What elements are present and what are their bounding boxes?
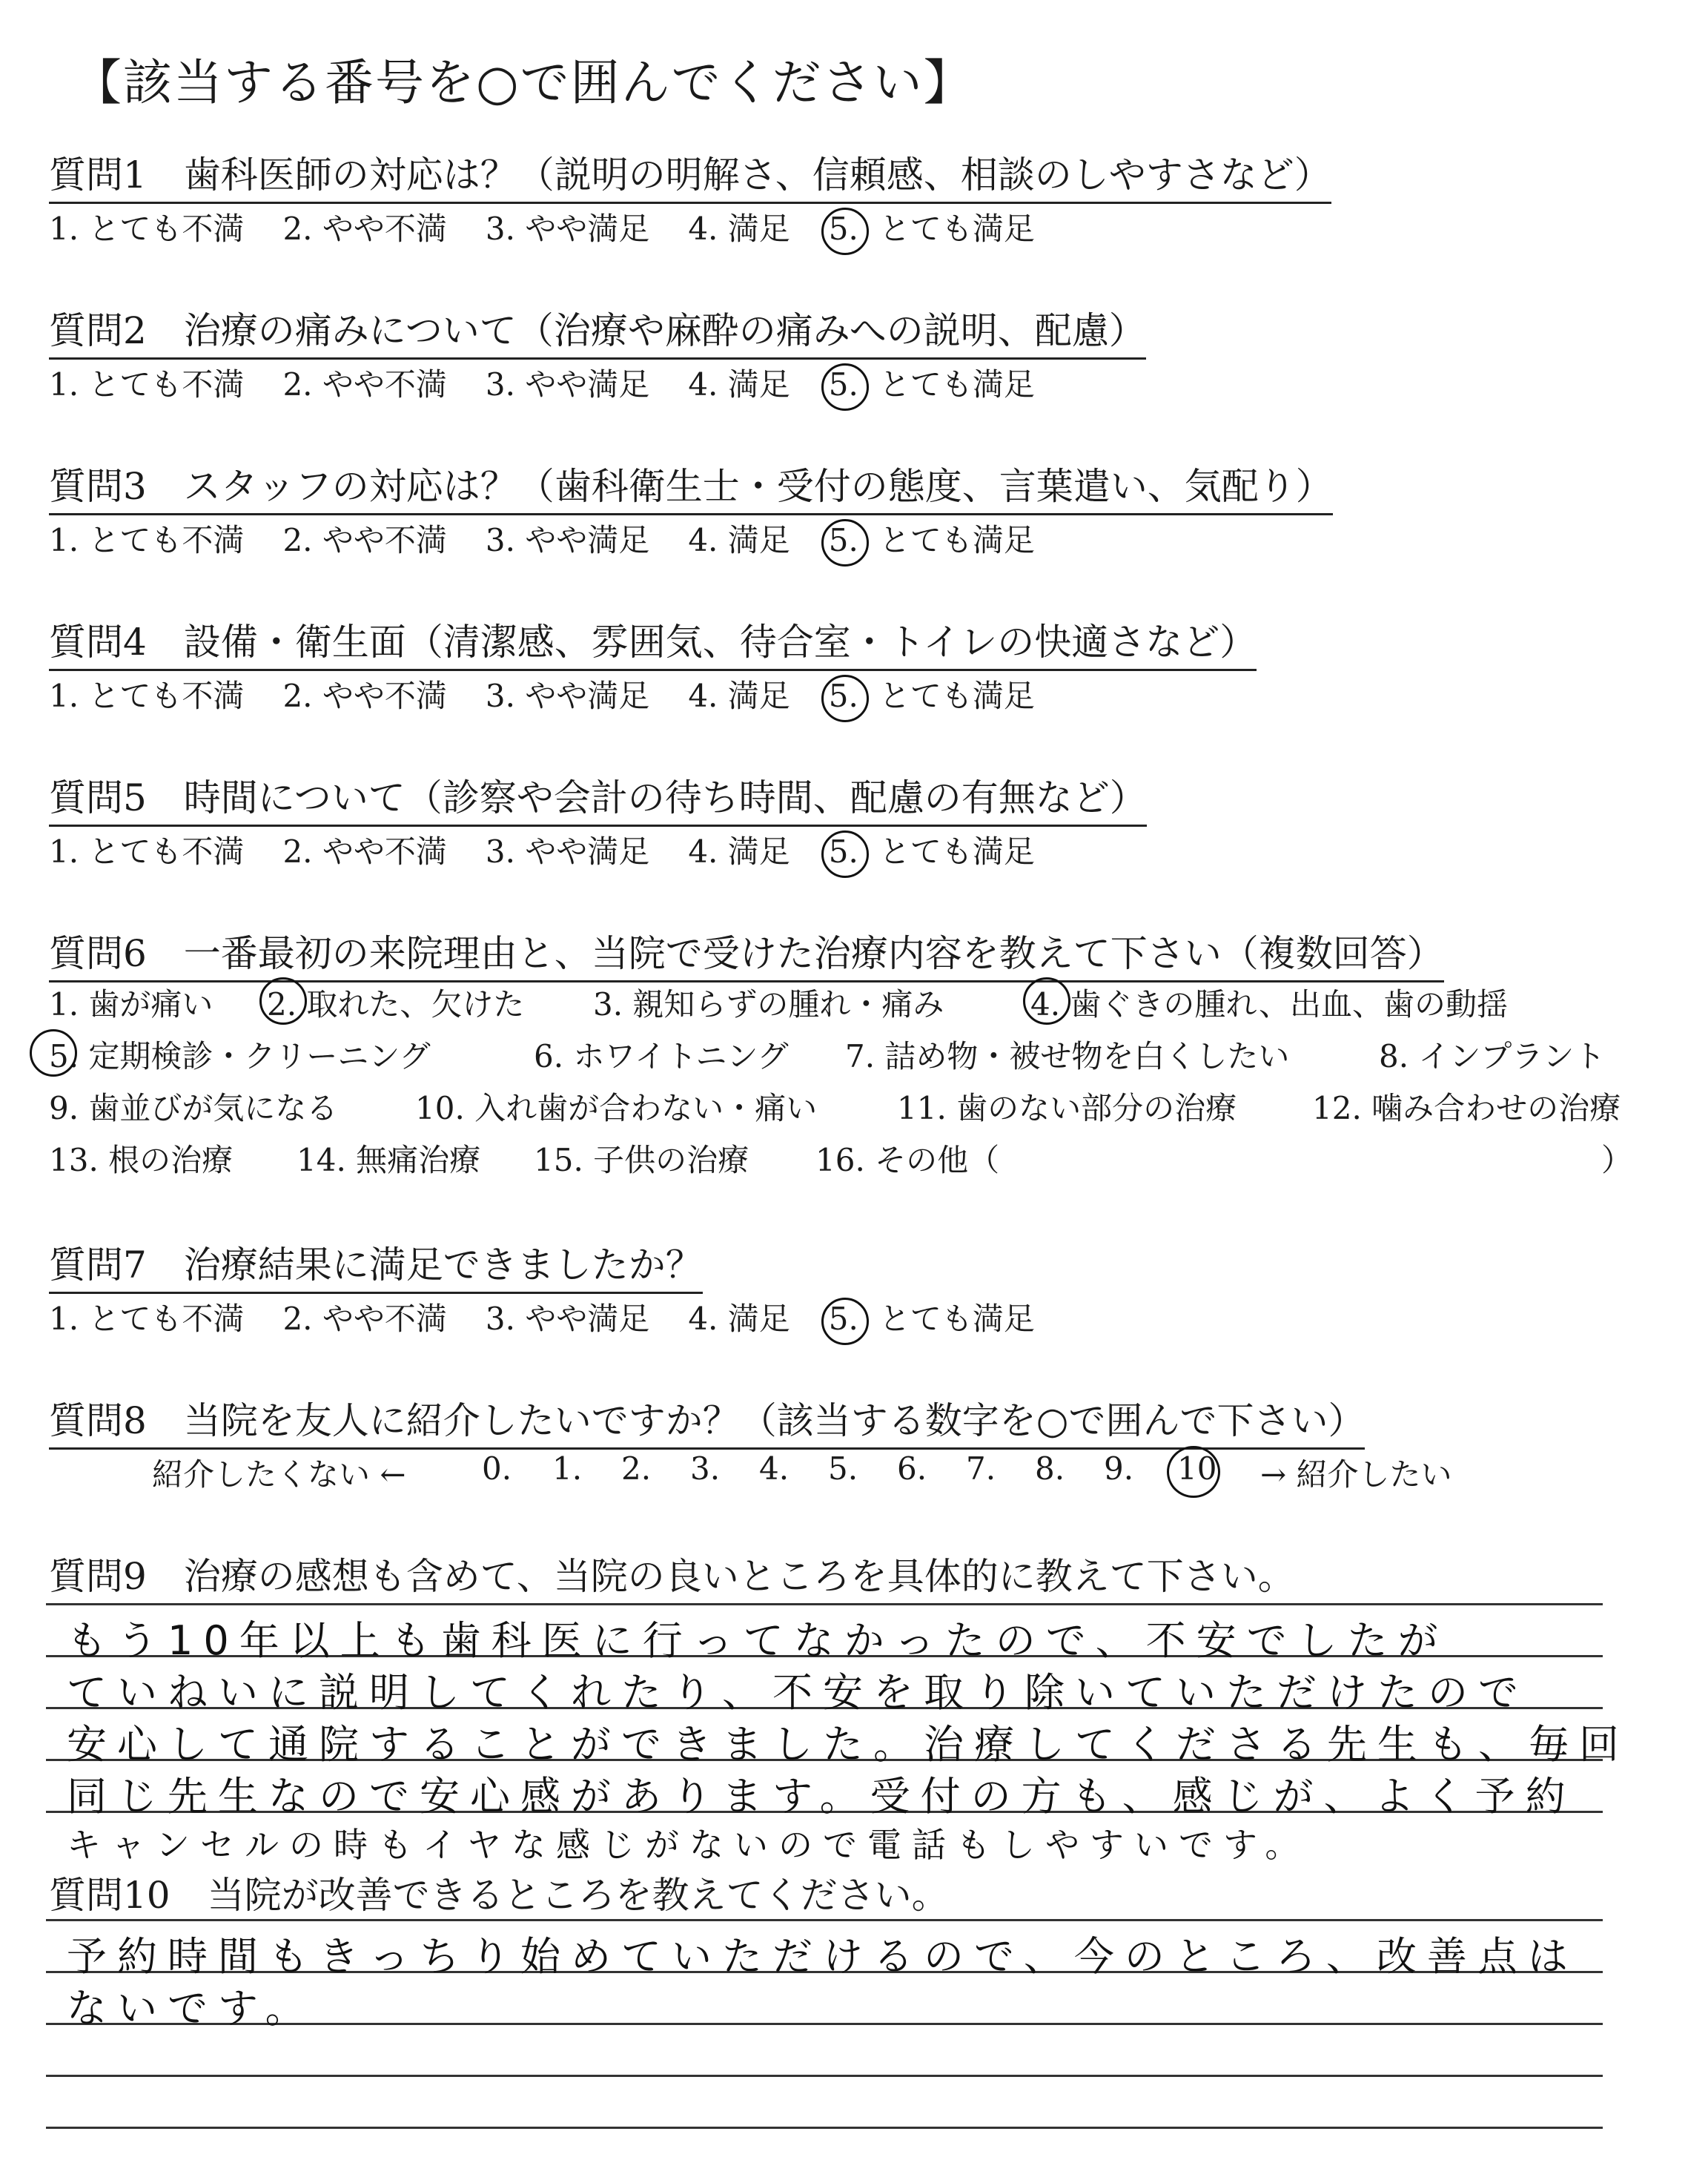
q8-number-7[interactable]: 7.	[966, 1450, 996, 1487]
q8-right-label: → 紹介したい	[1260, 1456, 1452, 1493]
question-4-heading: 質問4 設備・衛生面（清潔感、雰囲気、待合室・トイレの快適さなど）	[49, 612, 1257, 671]
q1-option-5-label: とても満足	[878, 211, 1035, 247]
question-1-heading: 質問1 歯科医師の対応は？（説明の明解さ、信頼感、相談のしやすさなど）	[49, 145, 1331, 204]
q3-option-5-selected[interactable]: 5.	[828, 522, 858, 558]
q3-option-1[interactable]: 1. とても不満	[49, 522, 245, 558]
question-7-options	[49, 1295, 1035, 1339]
q9-answer-line	[46, 1603, 1603, 1605]
question-10-heading: 質問10 当院が改善できるところを教えてください。	[49, 1874, 949, 1917]
q8-number-6[interactable]: 6.	[897, 1450, 927, 1487]
q7-option-5-selected[interactable]: 5.	[828, 1301, 858, 1337]
q6-selected-circle-2	[259, 977, 307, 1025]
q1-option-2[interactable]: 2. やや不満	[282, 211, 447, 247]
q5-option-5-label: とても満足	[878, 833, 1035, 870]
q4-option-2[interactable]: 2. やや不満	[282, 678, 447, 714]
q9-answer-line-1: もう10年以上も歯科医に行ってなかったので、不安でしたが	[67, 1617, 1449, 1664]
question-2-heading: 質問2 治療の痛みについて（治療や麻酔の痛みへの説明、配慮）	[49, 301, 1146, 360]
q4-option-5-selected[interactable]: 5.	[828, 678, 858, 714]
q8-number-3[interactable]: 3.	[690, 1450, 721, 1487]
q6-option-10[interactable]: 10. 入れ歯が合わない・痛い	[415, 1090, 818, 1126]
q6-option-7[interactable]: 7. 詰め物・被せ物を白くしたい	[845, 1038, 1290, 1074]
q4-option-1[interactable]: 1. とても不満	[49, 678, 245, 714]
q7-option-4[interactable]: 4. 満足	[688, 1301, 790, 1337]
q2-option-1[interactable]: 1. とても不満	[49, 366, 245, 403]
q4-option-5-label: とても満足	[878, 678, 1035, 714]
q8-number-8[interactable]: 8.	[1035, 1450, 1065, 1487]
q6-option-2[interactable]: 2. 取れた、欠けた	[267, 986, 525, 1023]
question-7-heading: 質問7 治療結果に満足できましたか？	[49, 1235, 703, 1294]
q6-option-13[interactable]: 13. 根の治療	[49, 1142, 234, 1178]
q6-option-5[interactable]: 5. 定期検診・クリーニング	[49, 1038, 431, 1074]
q8-number-1[interactable]: 1.	[552, 1450, 583, 1487]
q3-option-5-label: とても満足	[878, 522, 1035, 558]
q10-answer-line-1: 予約時間もきっちり始めていただけるので、今のところ、改善点は	[67, 1933, 1578, 1980]
q7-option-5-label: とても満足	[878, 1301, 1035, 1337]
q9-answer-line-3: 安心して通院することができました。治療してくださる先生も、毎回	[67, 1721, 1629, 1768]
q9-answer-line-5: キャンセルの時もイヤな感じがないので電話もしやすいです。	[67, 1825, 1310, 1865]
q3-option-3[interactable]: 3. やや満足	[485, 522, 650, 558]
q6-option-8[interactable]: 8. インプラント	[1379, 1038, 1606, 1074]
question-2-options	[49, 360, 1035, 405]
q3-option-2[interactable]: 2. やや不満	[282, 522, 447, 558]
q6-option-14[interactable]: 14. 無痛治療	[297, 1142, 481, 1178]
q8-number-0[interactable]: 0.	[482, 1450, 512, 1487]
q1-option-1[interactable]: 1. とても不満	[49, 211, 245, 247]
question-3-heading: 質問3 スタッフの対応は？（歯科衛生士・受付の態度、言葉遣い、気配り）	[49, 457, 1333, 515]
q6-option-9[interactable]: 9. 歯並びが気になる	[49, 1090, 338, 1126]
q10-answer-line	[46, 2075, 1603, 2077]
q8-number-4[interactable]: 4.	[759, 1450, 790, 1487]
q2-option-5-selected[interactable]: 5.	[828, 366, 858, 403]
q8-number-2[interactable]: 2.	[621, 1450, 652, 1487]
q1-option-4[interactable]: 4. 満足	[688, 211, 790, 247]
q4-option-3[interactable]: 3. やや満足	[485, 678, 650, 714]
q4-option-4[interactable]: 4. 満足	[688, 678, 790, 714]
q9-answer-line-4: 同じ先生なので安心感があります。受付の方も、感じが、よく予約	[67, 1773, 1576, 1820]
q10-answer-line	[46, 1919, 1603, 1921]
q6-option-1[interactable]: 1. 歯が痛い	[49, 986, 214, 1023]
q6-option-4[interactable]: 4. 歯ぐきの腫れ、出血、歯の動揺	[1030, 986, 1508, 1023]
q5-option-4[interactable]: 4. 満足	[688, 833, 790, 870]
question-8-heading: 質問8 当院を友人に紹介したいですか？（該当する数字を○で囲んで下さい）	[49, 1391, 1365, 1450]
q8-number-9[interactable]: 9.	[1104, 1450, 1134, 1487]
q6-option-11[interactable]: 11. 歯のない部分の治療	[897, 1090, 1237, 1126]
q8-number-10-selected[interactable]: 10	[1177, 1450, 1217, 1487]
question-1-options	[49, 205, 1035, 249]
question-5-options	[49, 828, 1035, 872]
q5-option-1[interactable]: 1. とても不満	[49, 833, 245, 870]
q6-option-3[interactable]: 3. 親知らずの腫れ・痛み	[593, 986, 944, 1023]
q1-option-3[interactable]: 3. やや満足	[485, 211, 650, 247]
q6-option-16[interactable]: 16. その他（	[815, 1142, 1000, 1178]
q6-option-15[interactable]: 15. 子供の治療	[534, 1142, 749, 1178]
q8-number-5[interactable]: 5.	[828, 1450, 858, 1487]
q6-option-6[interactable]: 6. ホワイトニング	[534, 1038, 789, 1074]
question-3-options	[49, 516, 1035, 561]
q7-option-2[interactable]: 2. やや不満	[282, 1301, 447, 1337]
q3-option-4[interactable]: 4. 満足	[688, 522, 790, 558]
q1-option-5-selected[interactable]: 5.	[828, 211, 858, 247]
q2-option-5-label: とても満足	[878, 366, 1035, 403]
q6-selected-circle-4	[1023, 977, 1070, 1025]
q6-selected-circle-5	[30, 1029, 77, 1077]
q5-option-3[interactable]: 3. やや満足	[485, 833, 650, 870]
q8-selected-circle	[1167, 1446, 1220, 1498]
question-9-heading: 質問9 治療の感想も含めて、当院の良いところを具体的に教えて下さい。	[49, 1555, 1295, 1598]
question-5-heading: 質問5 時間について（診察や会計の待ち時間、配慮の有無など）	[49, 768, 1147, 827]
q6-option-16-close: ）	[1601, 1142, 1633, 1178]
q2-option-2[interactable]: 2. やや不満	[282, 366, 447, 403]
q5-option-2[interactable]: 2. やや不満	[282, 833, 447, 870]
question-6-heading: 質問6 一番最初の来院理由と、当院で受けた治療内容を教えて下さい（複数回答）	[49, 924, 1444, 982]
q7-option-3[interactable]: 3. やや満足	[485, 1301, 650, 1337]
q9-answer-line-2: ていねいに説明してくれたり、不安を取り除いていただけたので	[67, 1669, 1529, 1716]
page-title: 【該当する番号を○で囲んでください】	[73, 54, 974, 111]
q7-option-1[interactable]: 1. とても不満	[49, 1301, 245, 1337]
question-4-options	[49, 672, 1035, 716]
q8-left-label: 紹介したくない ←	[152, 1456, 406, 1493]
q10-answer-line	[46, 2127, 1603, 2129]
q5-option-5-selected[interactable]: 5.	[828, 833, 858, 870]
q2-option-4[interactable]: 4. 満足	[688, 366, 790, 403]
q10-answer-line-2: ないです。	[67, 1985, 316, 2032]
q6-option-12[interactable]: 12. 噛み合わせの治療	[1312, 1090, 1621, 1126]
q2-option-3[interactable]: 3. やや満足	[485, 366, 650, 403]
